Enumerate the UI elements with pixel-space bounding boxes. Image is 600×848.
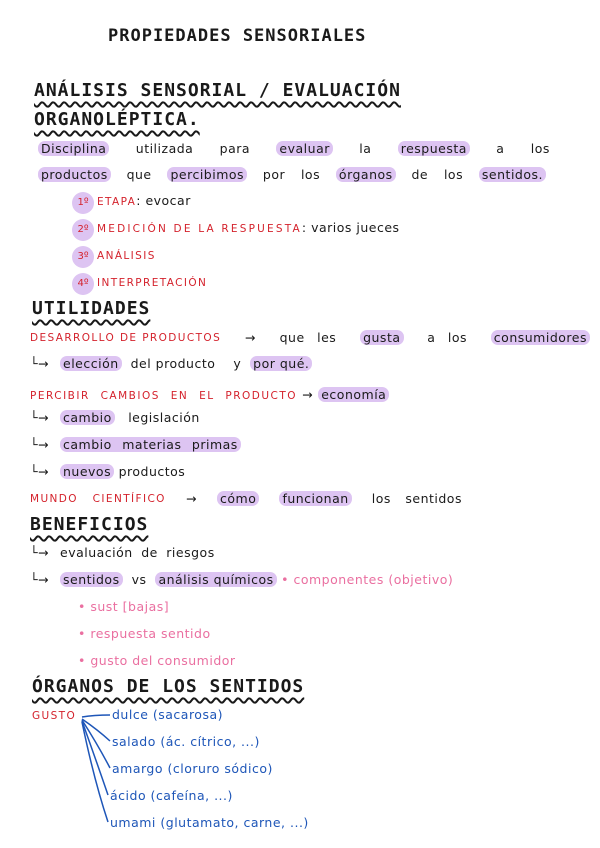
word: respuesta: [398, 141, 470, 156]
taste-item: salado (ác. cítrico, ...): [112, 734, 260, 749]
highlight: elección: [60, 356, 122, 371]
highlight: nuevos: [60, 464, 114, 479]
utilidad-label: PERCIBIR CAMBIOS EN EL PRODUCTO: [30, 390, 298, 402]
arrow-icon: └→: [30, 437, 49, 452]
word: de: [411, 167, 429, 182]
step-label: MEDICIÓN DE LA RESPUESTA: [97, 223, 302, 235]
branch-line: [82, 719, 110, 741]
arrow-icon: →: [185, 491, 197, 506]
word: los: [530, 141, 550, 156]
step-label: ETAPA: [97, 196, 137, 208]
branch-line: [82, 715, 110, 717]
step-detail: : varios jueces: [301, 220, 400, 235]
text: a los: [427, 330, 468, 345]
taste-item: ácido (cafeína, ...): [110, 788, 233, 803]
highlight: por qué.: [250, 356, 312, 371]
highlight: gusta: [360, 330, 403, 345]
text: del producto: [130, 356, 216, 371]
text: los sentidos: [371, 491, 462, 506]
taste-root: GUSTO: [32, 710, 77, 722]
beneficio-sub: • respuesta sentido: [78, 626, 211, 641]
beneficio-sub: • sust [bajas]: [78, 599, 170, 614]
word: para: [219, 141, 251, 156]
highlight: análisis químicos: [155, 572, 276, 587]
word: órganos: [336, 167, 396, 182]
highlight: funcionan: [279, 491, 351, 506]
section-heading-analisis-2: ORGANOLÉPTICA.: [34, 109, 200, 130]
text: y: [233, 356, 242, 371]
taste-item: umami (glutamato, carne, ...): [110, 815, 309, 830]
arrow-icon: └→: [30, 572, 49, 587]
text: productos: [118, 464, 186, 479]
word: por: [262, 167, 286, 182]
word: percibimos: [167, 167, 247, 182]
highlight: cambio materias primas: [60, 437, 241, 452]
word: los: [300, 167, 321, 182]
text: vs: [131, 572, 147, 587]
text: evaluación de riesgos: [60, 545, 215, 560]
word: productos: [38, 167, 111, 182]
arrow-icon: →: [244, 330, 256, 345]
step-number: 1º: [72, 192, 94, 214]
text: que les: [279, 330, 337, 345]
beneficio-sub: • gusto del consumidor: [78, 653, 236, 668]
word: a: [496, 141, 505, 156]
highlight: consumidores: [491, 330, 590, 345]
taste-item: amargo (cloruro sódico): [112, 761, 273, 776]
arrow-icon: └→: [30, 545, 49, 560]
highlight: sentidos: [60, 572, 123, 587]
utilidad-label: DESARROLLO DE PRODUCTOS: [30, 331, 222, 344]
text: • componentes (objetivo): [281, 572, 454, 587]
word: que: [126, 167, 152, 182]
arrow-icon: └→: [30, 464, 49, 479]
section-heading-analisis: ANÁLISIS SENSORIAL / EVALUACIÓN: [34, 80, 401, 101]
step-number: 4º: [72, 273, 94, 295]
word: evaluar: [276, 141, 332, 156]
highlight: cambio: [60, 410, 115, 425]
step-number: 2º: [72, 219, 94, 241]
highlight: cómo: [217, 491, 259, 506]
text: legislación: [128, 410, 200, 425]
word: los: [443, 167, 464, 182]
branch-line: [82, 722, 108, 822]
utilidad-label: MUNDO CIENTÍFICO: [30, 492, 166, 505]
highlight: economía: [318, 387, 389, 402]
section-heading-beneficios: BENEFICIOS: [30, 514, 149, 535]
word: la: [359, 141, 372, 156]
arrow-icon: └→: [30, 356, 49, 371]
step-detail: : evocar: [136, 193, 191, 208]
taste-item: dulce (sacarosa): [112, 707, 224, 722]
section-heading-utilidades: UTILIDADES: [32, 298, 151, 319]
step-number: 3º: [72, 246, 94, 268]
arrow-icon: └→: [30, 410, 49, 425]
word: utilizada: [135, 141, 194, 156]
step-label: INTERPRETACIÓN: [97, 277, 208, 289]
page-title: PROPIEDADES SENSORIALES: [108, 26, 367, 46]
step-label: ANÁLISIS: [97, 250, 156, 262]
arrow-icon: →: [302, 387, 314, 402]
word: sentidos.: [479, 167, 546, 182]
section-heading-organos: ÓRGANOS DE LOS SENTIDOS: [32, 676, 305, 697]
word: Disciplina: [38, 141, 109, 156]
